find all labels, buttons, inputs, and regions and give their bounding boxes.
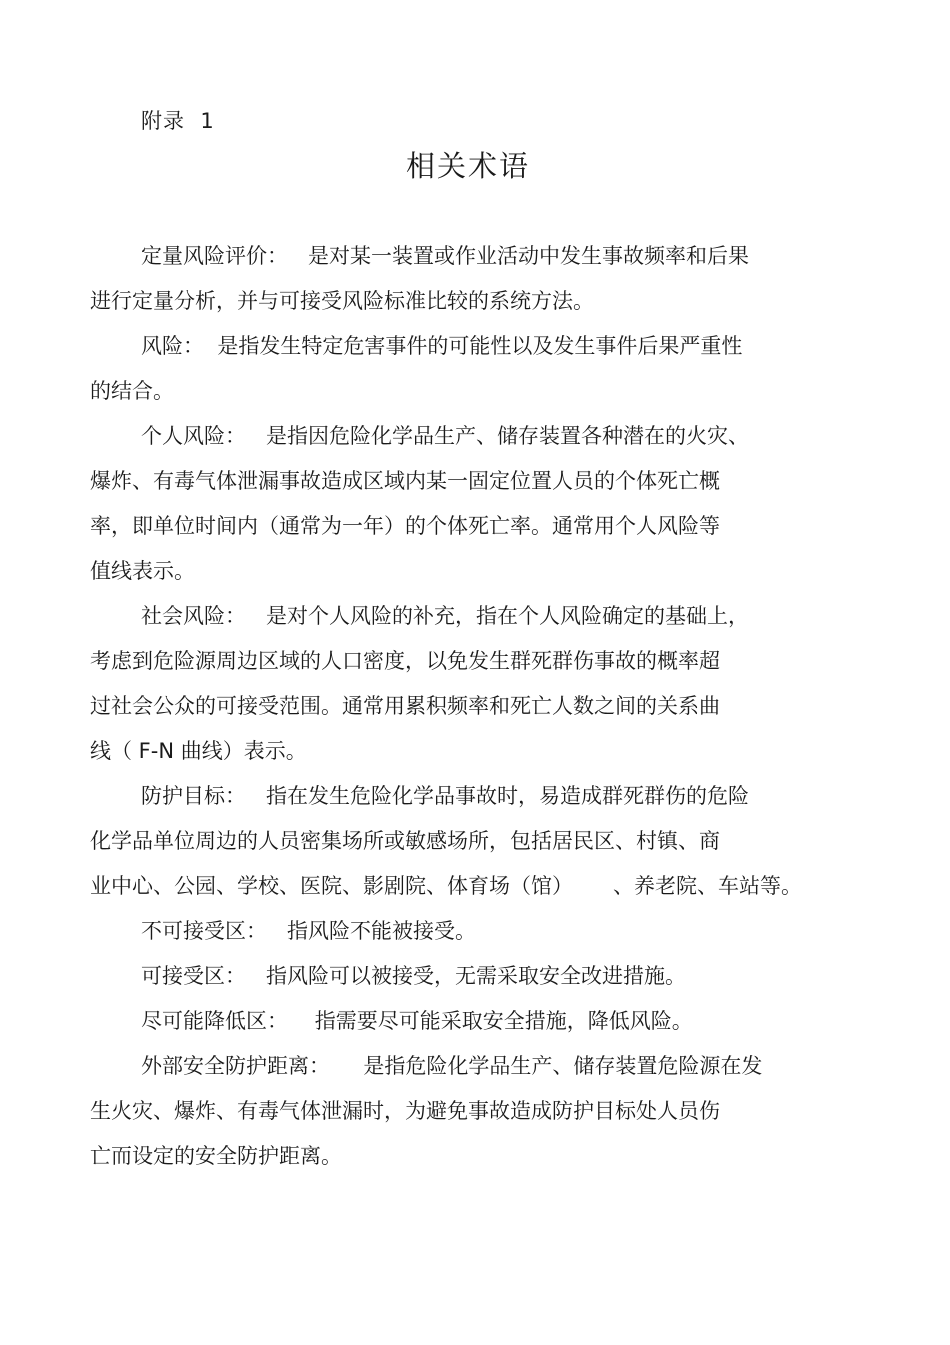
term-protection-target: 防护目标： 指在发生危险化学品事故时，易造成群死群伤的危险 bbox=[141, 784, 750, 808]
term-quantitative-risk-assessment: 定量风险评价： 是对某一装置或作业活动中发生事故频率和后果 bbox=[141, 244, 750, 268]
term-external-safety-distance: 外部安全防护距离： 是指危险化学品生产、储存装置危险源在发 bbox=[141, 1054, 763, 1078]
paragraph-line: 生火灾、爆炸、有毒气体泄漏时，为避免事故造成防护目标处人员伤 bbox=[90, 1099, 720, 1123]
paragraph-line: 考虑到危险源周边区域的人口密度，以免发生群死群伤事故的概率超 bbox=[90, 649, 720, 673]
paragraph-line: 值线表示。 bbox=[90, 559, 195, 583]
paragraph-line: 爆炸、有毒气体泄漏事故造成区域内某一固定位置人员的个体死亡概 bbox=[90, 469, 720, 493]
paragraph-line: 率，即单位时间内（通常为一年）的个体死亡率。通常用个人风险等 bbox=[90, 514, 720, 538]
paragraph-line: 业中心、公园、学校、医院、影剧院、体育场（馆） 、养老院、车站等。 bbox=[90, 874, 803, 898]
term-risk: 风险： 是指发生特定危害事件的可能性以及发生事件后果严重性 bbox=[141, 334, 743, 358]
term-acceptable-zone: 可接受区： 指风险可以被接受，无需采取安全改进措施。 bbox=[141, 964, 687, 988]
paragraph-line: 过社会公众的可接受范围。通常用累积频率和死亡人数之间的关系曲 bbox=[90, 694, 720, 718]
term-alarp-zone: 尽可能降低区： 指需要尽可能采取安全措施，降低风险。 bbox=[141, 1009, 693, 1033]
paragraph-line: 化学品单位周边的人员密集场所或敏感场所，包括居民区、村镇、商 bbox=[90, 829, 720, 853]
paragraph-line: 线（ F-N 曲线）表示。 bbox=[90, 739, 307, 763]
paragraph-line: 进行定量分析，并与可接受风险标准比较的系统方法。 bbox=[90, 289, 594, 313]
term-unacceptable-zone: 不可接受区： 指风险不能被接受。 bbox=[141, 919, 477, 943]
term-societal-risk: 社会风险： 是对个人风险的补充，指在个人风险确定的基础上， bbox=[141, 604, 750, 628]
term-individual-risk: 个人风险： 是指因危险化学品生产、储存装置各种潜在的火灾、 bbox=[141, 424, 750, 448]
appendix-label: 附录 1 bbox=[141, 109, 215, 133]
paragraph-line: 的结合。 bbox=[90, 379, 174, 403]
page-title: 相关术语 bbox=[405, 149, 530, 183]
paragraph-line: 亡而设定的安全防护距离。 bbox=[90, 1144, 342, 1168]
